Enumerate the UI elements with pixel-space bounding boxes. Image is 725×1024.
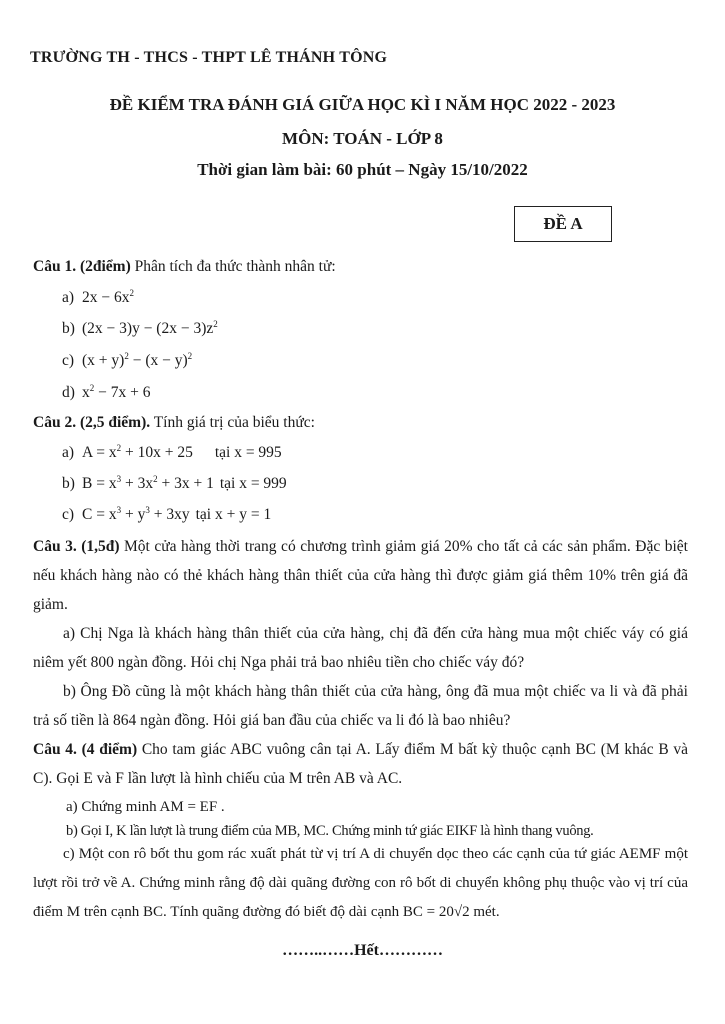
- q1-prompt: Phân tích đa thức thành nhân tử:: [130, 258, 336, 275]
- q3-part-b: b) Ông Đồ cũng là một khách hàng thân thiết của cửa hàng, ông đã mua một chiếc va li và đã phải trả số tiền là 864 ngàn đồng. Hỏi giá ban đầu của chiếc va li đó là bao nhiêu?: [33, 683, 688, 729]
- exam-code-box: [514, 206, 612, 242]
- q1-item-d: d) $x^2 - 7x + 6$: [62, 383, 151, 401]
- end-marker: ……..……Hết…………: [282, 942, 443, 959]
- exam-code: ĐỀ A: [543, 214, 583, 233]
- q4-text: Cho tam giác ABC vuông cân tại A. Lấy điểm M bất kỳ thuộc cạnh BC (M khác B và C). Gọi E và F lần lượt là hình chiếu của M trên AB và AC.: [33, 741, 688, 787]
- q4-part-c: c) Một con rô bốt thu gom rác xuất phát từ vị trí A di chuyển dọc theo các cạnh của tứ giác AEMF một lượt rồi trở về A. Chứng minh rằng độ dài quãng đường con rô bốt di chuyển không phụ thuộc vào vị trí của điểm M trên cạnh BC. Tính quãng đường đó biết độ dài cạnh BC = 20√2 mét.: [33, 846, 688, 920]
- q3-head: Câu 3. (1,5đ): [33, 538, 120, 555]
- school-name: TRƯỜNG TH - THCS - THPT LÊ THÁNH TÔNG: [30, 49, 388, 66]
- question-3: [33, 532, 688, 619]
- question-2: [33, 414, 315, 432]
- q2-item-a: a) $A = x^2 + 10x + 25$ tại x = 995: [62, 443, 282, 461]
- question-4: [33, 735, 688, 793]
- subject-line: MÔN: TOÁN - LỚP 8: [282, 129, 443, 148]
- q2-item-b: b) $B = x^3 + 3x^2 + 3x + 1$ tại x = 999: [62, 474, 287, 492]
- time-info: Thời gian làm bài: 60 phút – Ngày 15/10/2022: [197, 160, 528, 179]
- q3-text: Một cửa hàng thời trang có chương trình giảm giá 20% cho tất cả các sản phẩm. Đặc biệt nếu khách hàng nào có thẻ khách hàng thân thiết của cửa hàng thì được giảm giá thêm 10% trên giá đã giảm.: [33, 538, 688, 613]
- q1-head: Câu 1. (2điểm): [33, 258, 131, 275]
- q1-item-b: b) $(2x - 3)y - (2x - 3)z^2$: [62, 319, 218, 337]
- exam-title: ĐỀ KIỂM TRA ĐÁNH GIÁ GIỮA HỌC KÌ I NĂM HỌC 2022 - 2023: [109, 95, 616, 114]
- question-1: [33, 258, 336, 276]
- q1-item-a: a) $2x - 6x^2$: [62, 288, 134, 306]
- q1-item-c: c) $(x + y)^2 - (x - y)^2$: [62, 351, 193, 369]
- q2-prompt: Tính giá trị của biểu thức:: [150, 414, 315, 431]
- q2-head: Câu 2. (2,5 điểm).: [33, 414, 151, 431]
- q4-part-a: a) Chứng minh AM = EF .: [66, 799, 225, 815]
- q2-item-c: c) $C = x^3 + y^3 + 3xy$ tại x + y = 1: [62, 505, 272, 523]
- q4-head: Câu 4. (4 điểm): [33, 741, 138, 758]
- q4-part-b: b) Gọi I, K lần lượt là trung điểm của MB, MC. Chứng minh tứ giác EIKF là hình thang vuông.: [66, 823, 594, 839]
- q3-part-a: a) Chị Nga là khách hàng thân thiết của cửa hàng, chị đã đến cửa hàng mua một chiếc váy có giá niêm yết 800 ngàn đồng. Hỏi chị Nga phải trả bao nhiêu tiền cho chiếc váy đó?: [33, 625, 688, 671]
